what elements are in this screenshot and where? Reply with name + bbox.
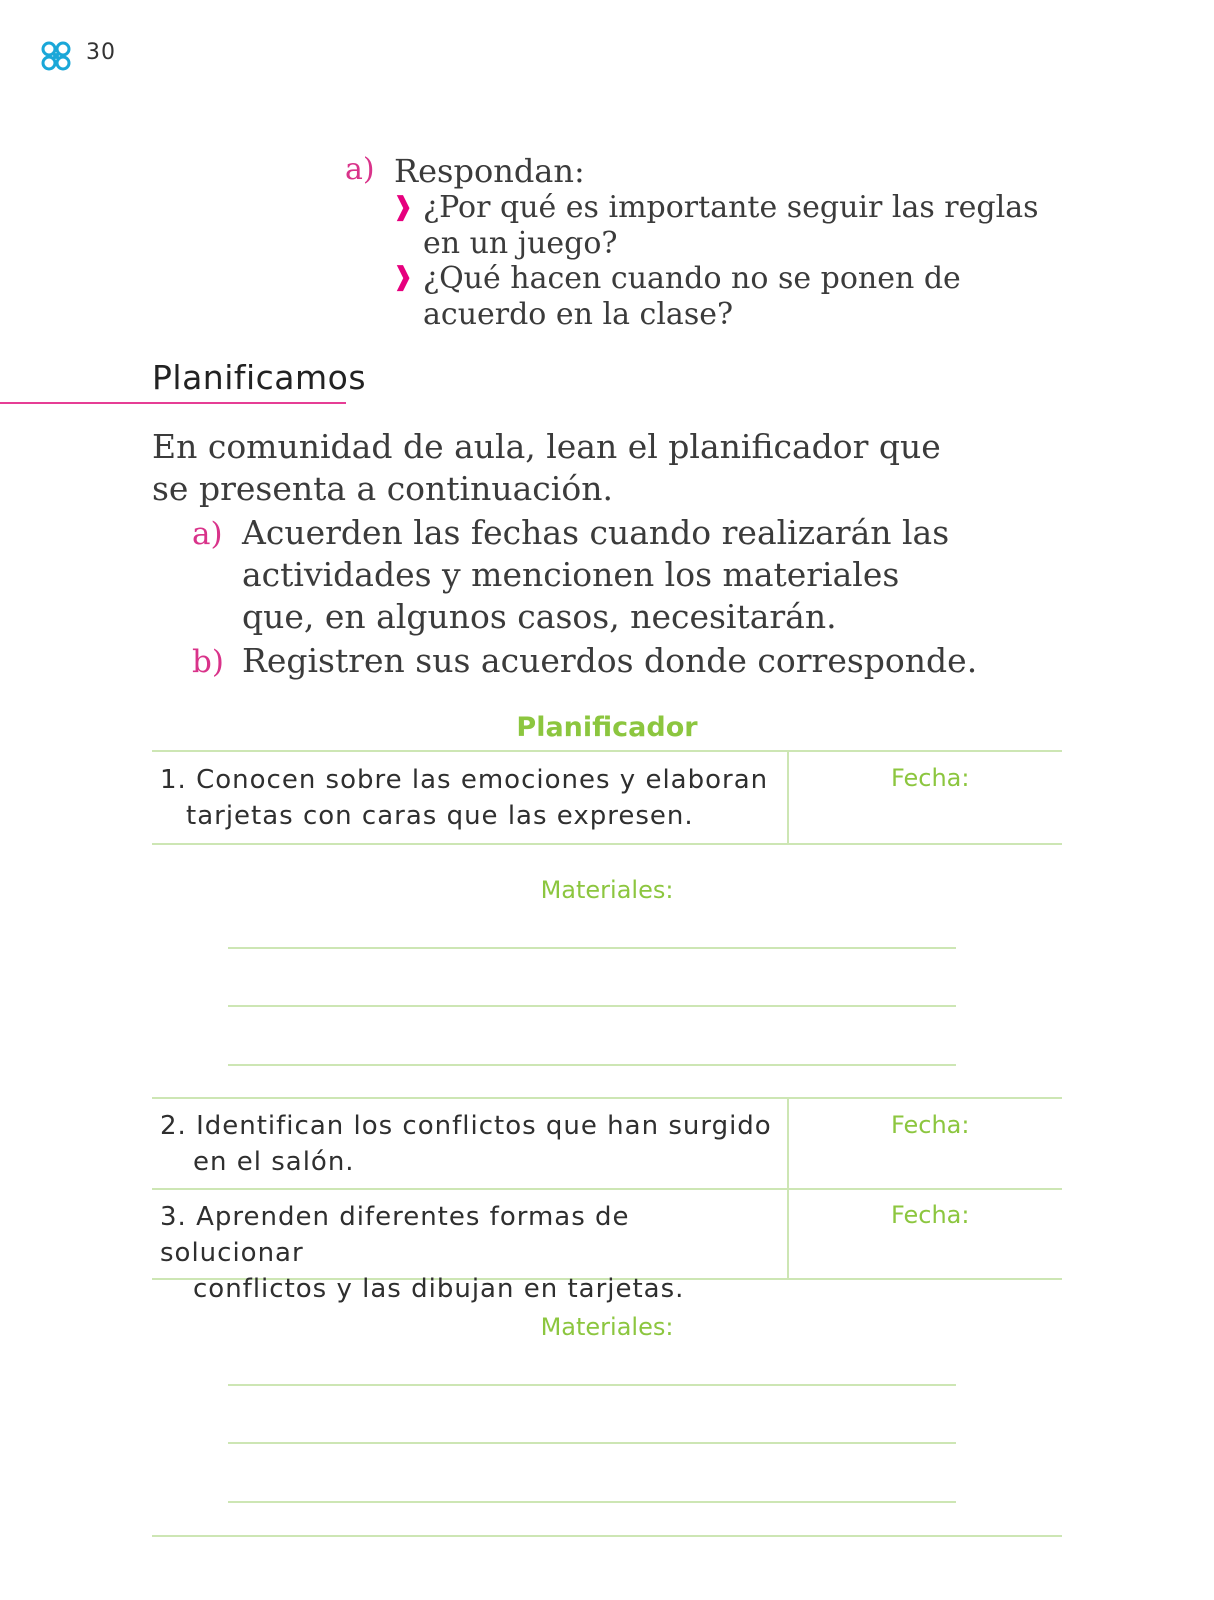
write-line[interactable] [228,1501,956,1503]
chevron-bullet-icon: ❱ [392,192,414,222]
section-underline [0,402,346,404]
respond-title: Respondan: [394,152,585,190]
write-line[interactable] [228,1064,956,1066]
write-line[interactable] [228,947,956,949]
item-a-text: Acuerden las fechas cuando realizarán las actividades y mencionen los materiales que, en algunos casos, necesitarán. [242,513,950,636]
date-label-1: Fecha: [891,764,970,792]
section-intro: En comunidad de aula, lean el planificador que se presenta a continuación. [152,427,941,508]
materials-label-1: Materiales: [540,876,674,904]
respond-letter: a) [345,152,375,187]
activity-2: 2. Identifican los conflictos que han surgido en el salón. [160,1111,772,1177]
planner-title: Planificador [516,712,698,743]
date-label-2: Fecha: [891,1111,970,1139]
activity-1: 1. Conocen sobre las emociones y elaboran tarjetas con caras que las expresen. [160,765,769,831]
item-a-letter: a) [192,516,223,552]
write-line[interactable] [228,1442,956,1444]
write-line[interactable] [228,1005,956,1007]
chevron-bullet-icon: ❱ [392,262,414,292]
table-divider [787,750,789,844]
table-rule [152,1535,1062,1537]
activity-3: 3. Aprenden diferentes formas de solucionar conflictos y las dibujan en tarjetas. [160,1202,685,1304]
flower-logo-icon [38,38,74,74]
table-rule [152,1097,1062,1099]
write-line[interactable] [228,1384,956,1386]
section-title: Planificamos [152,358,367,397]
item-b-letter: b) [192,644,224,680]
question-2: ¿Qué hacen cuando no se ponen de acuerdo en la clase? [423,261,961,332]
table-rule [152,843,1062,845]
item-b-text: Registren sus acuerdos donde corresponde. [242,641,978,680]
date-label-3: Fecha: [891,1201,970,1229]
page-number: 30 [86,40,116,65]
question-1: ¿Por qué es importante seguir las reglas en un juego? [423,190,1039,261]
table-rule [152,1188,1062,1190]
materials-label-2: Materiales: [540,1313,674,1341]
table-rule [152,750,1062,752]
